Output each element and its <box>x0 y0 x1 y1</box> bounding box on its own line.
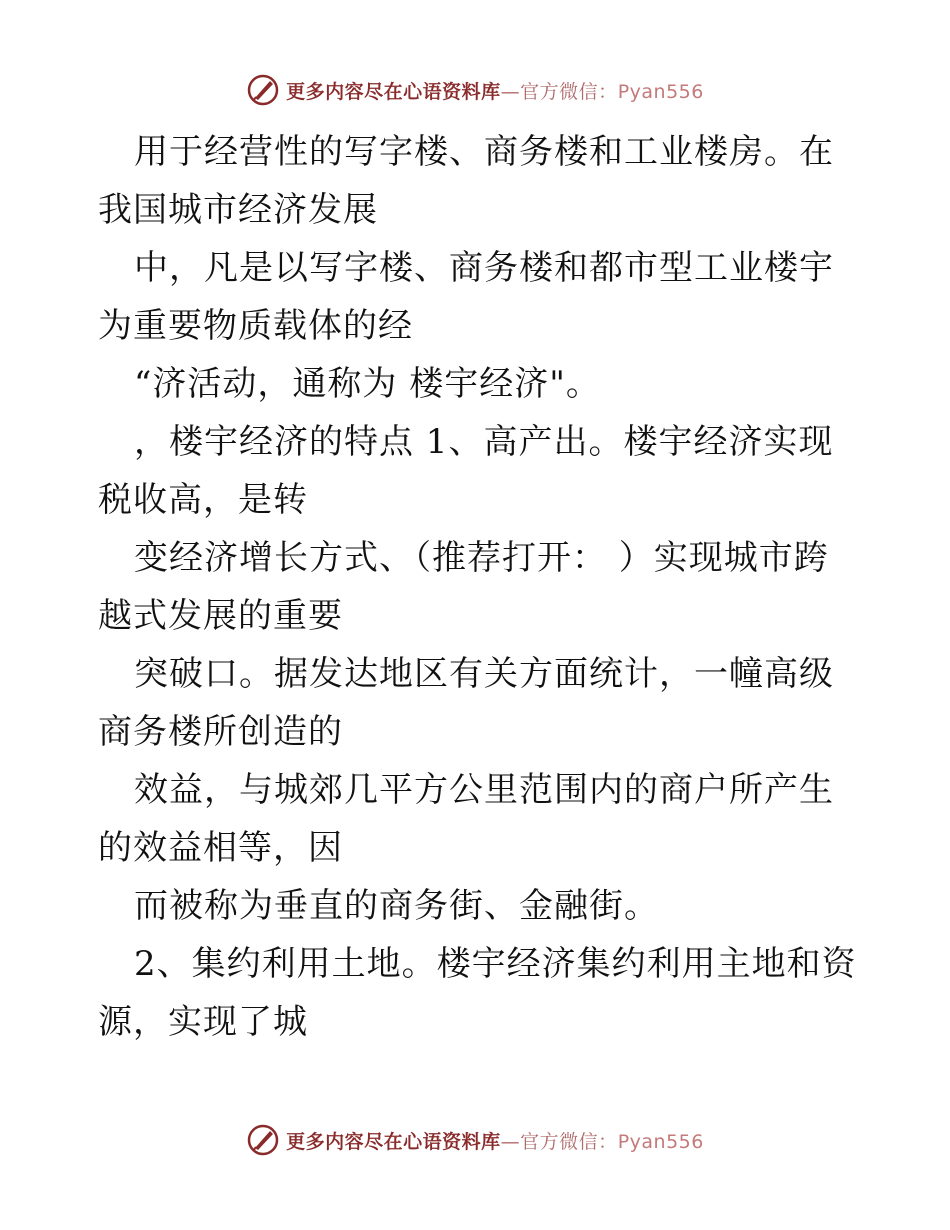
body-paragraph: 用于经营性的写字楼、商务楼和工业楼房。在我国城市经济发展 <box>98 132 834 230</box>
header-banner-wechat-label: 官方微信： <box>520 80 618 103</box>
footer-banner-separator: — <box>500 1130 521 1153</box>
header-watermark-banner <box>0 70 950 110</box>
body-paragraph: “济活动，通称为 楼宇经济"。 <box>134 364 601 404</box>
header-banner-separator: — <box>500 80 521 103</box>
body-paragraph: 2、集约利用土地。楼宇经济集约利用主地和资源，实现了城 <box>98 944 857 1042</box>
header-banner-main: 更多内容尽在心语资料库 <box>286 80 501 103</box>
quill-pen-logo-icon <box>246 73 280 107</box>
document-body <box>98 123 858 1051</box>
footer-banner-text <box>286 1127 704 1154</box>
header-banner-text <box>286 77 704 104</box>
quill-pen-logo-icon <box>246 1123 280 1157</box>
body-paragraph: 变经济增长方式、（推荐打开： ）实现城市跨越式发展的重要 <box>98 538 829 636</box>
body-paragraph: 而被称为垂直的商务街、金融街。 <box>134 886 659 926</box>
body-paragraph: 效益，与城郊几平方公里范围内的商户所产生的效益相等，因 <box>98 770 834 868</box>
header-banner-wechat-id: Pyan556 <box>617 80 704 103</box>
body-paragraph: ，楼宇经济的特点 1、高产出。楼宇经济实现税收高，是转 <box>98 422 834 520</box>
footer-banner-wechat-id: Pyan556 <box>617 1130 704 1153</box>
footer-watermark-banner <box>0 1120 950 1160</box>
footer-banner-wechat-label: 官方微信： <box>520 1130 618 1153</box>
body-paragraph: 中，凡是以写字楼、商务楼和都市型工业楼宇为重要物质载体的经 <box>98 248 834 346</box>
footer-banner-main: 更多内容尽在心语资料库 <box>286 1130 501 1153</box>
body-paragraph: 突破口。据发达地区有关方面统计，一幢高级商务楼所创造的 <box>98 654 834 752</box>
